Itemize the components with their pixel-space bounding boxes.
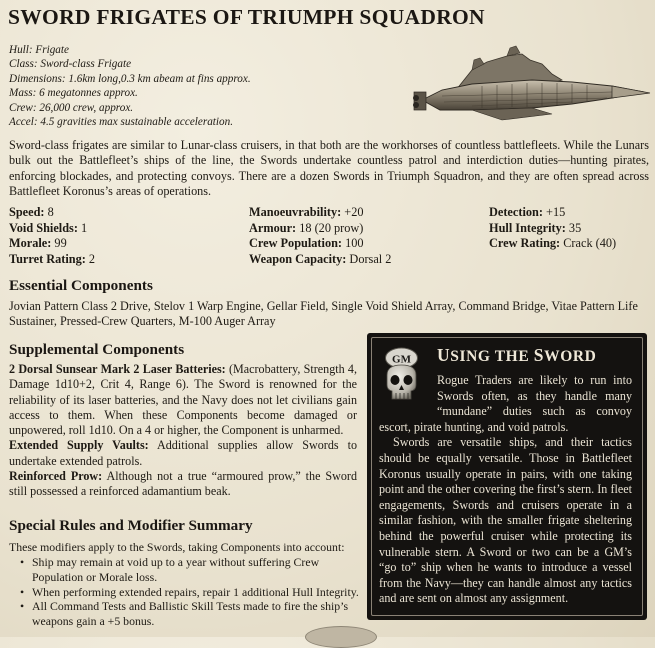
ship-stats [9, 205, 649, 267]
intro-paragraph: Sword-class frigates are similar to Lunar-class cruisers, in that both are the workhorses of countless battlefleets. While the Lunars bulk out the Battlefleet’s ships of the line, the Swords undertake countless patrol and interdiction duties—hunting pirates, enforcing blockades, and protecting convoys. There are a dozen Swords in Triumph Squadron, and they are often spread across Battlefleet Koronus’s areas of operations. [9, 138, 649, 199]
supplemental-body [9, 362, 357, 500]
stat-weapon-capacity: Weapon Capacity: Dorsal 2 [249, 251, 392, 266]
spec-class: Class: Sword-class Frigate [9, 58, 132, 71]
spec-hull: Hull: Frigate [9, 44, 69, 56]
special-list [9, 555, 359, 629]
page-ornament [305, 626, 377, 648]
bullet-icon: • [20, 599, 25, 614]
supp-supply-vaults: Extended Supply Vaults: Additional supplies allow Swords to undertake extended patrols. [9, 438, 357, 468]
stat-crew-population: Crew Population: 100 [249, 236, 364, 250]
sidebar-para-1: Rogue Traders are likely to run into Swords often, as they handle many “mundane” duties such as convoy escort, pirate hunting, and void patrols. [379, 373, 632, 434]
spec-dimensions: Dimensions: 1.6km long,0.3 km abeam at fins approx. [9, 72, 251, 85]
sidebar-body [379, 373, 632, 607]
spec-accel: Accel: 4.5 gravities max sustainable acceleration. [9, 116, 234, 129]
special-heading: Special Rules and Modifier Summary [9, 517, 253, 534]
supplemental-heading: Supplemental Components [9, 341, 185, 358]
supp-reinforced-prow: Reinforced Prow: Although not a true “armoured prow,” the Sword still possessed a reinforced adamantium beak. [9, 469, 357, 499]
frigate-illustration [412, 40, 652, 140]
stat-morale: Morale: 99 [9, 236, 67, 250]
badge-spacer [379, 373, 437, 419]
list-item: • All Command Tests and Ballistic Skill Tests made to fire the ship’s weapons gain a +5 bonus. [20, 599, 349, 629]
list-item: • Ship may remain at void up to a year without suffering Crew Population or Morale loss. [20, 555, 320, 584]
stat-hull-integrity: Hull Integrity: 35 [489, 220, 582, 235]
stat-detection: Detection: +15 [489, 205, 566, 219]
list-item: • When performing extended repairs, repair 1 additional Hull Integrity. [20, 584, 359, 599]
sidebar-para-2: Swords are versatile ships, and their tactics should be equally versatile. Those in Battlefleet Koronus usually operate in pairs, with one taking point and the other covering the first’s stern. In fleet engagements, Swords and cruisers operate in a similar fashion, with the smaller frigate sheltering behind the powerful cruiser while protecting its vulnerable stern. A Sword or two can be a GM’s “go to” ship when he wants to introduce a vessel from the Navy—they can handle almost any tactics and are sent on almost any assignment. [379, 435, 632, 606]
special-intro: These modifiers apply to the Swords, taking Components into account: [9, 540, 345, 554]
sidebar-title: USING THE SWORD [437, 345, 597, 365]
ship-specs [9, 43, 251, 129]
gm-sidebar [367, 333, 647, 620]
stat-speed: Speed: 8 [9, 205, 54, 219]
stat-crew-rating: Crew Rating: Crack (40) [489, 236, 617, 250]
supp-laser-batteries: 2 Dorsal Sunsear Mark 2 Laser Batteries: (Macrobattery, Strength 4, Damage 1d10+2, Crit 4, Range 6). The Sword is renowned for the reliability of its laser batteries, and the Navy does not let civilians gain access to them. When these Components become damaged or unpowered, roll 1d10. On a 4 or higher, the Component is unharmed. [9, 362, 358, 438]
bullet-icon: • [20, 555, 25, 569]
essential-heading: Essential Components [9, 277, 153, 294]
spec-crew: Crew: 26,000 crew, approx. [9, 101, 134, 114]
stat-turret-rating: Turret Rating: 2 [9, 251, 96, 266]
essential-body: Jovian Pattern Class 2 Drive, Stelov 1 Warp Engine, Gellar Field, Single Void Shield Array, Command Bridge, Vitae Pattern Life Sustainer, Pressed-Crew Quarters, M-100 Auger Array [9, 299, 638, 329]
stat-void-shields: Void Shields: 1 [9, 220, 88, 235]
spec-mass: Mass: 6 megatonnes approx. [9, 87, 138, 100]
bullet-icon: • [20, 584, 25, 599]
page-title: SWORD FRIGATES OF TRIUMPH SQUADRON [8, 5, 485, 29]
stat-armour: Armour: 18 (20 prow) [249, 220, 364, 235]
stat-manoeuvrability: Manoeuvrability: +20 [249, 205, 364, 219]
gm-badge-text: GM [392, 353, 411, 366]
